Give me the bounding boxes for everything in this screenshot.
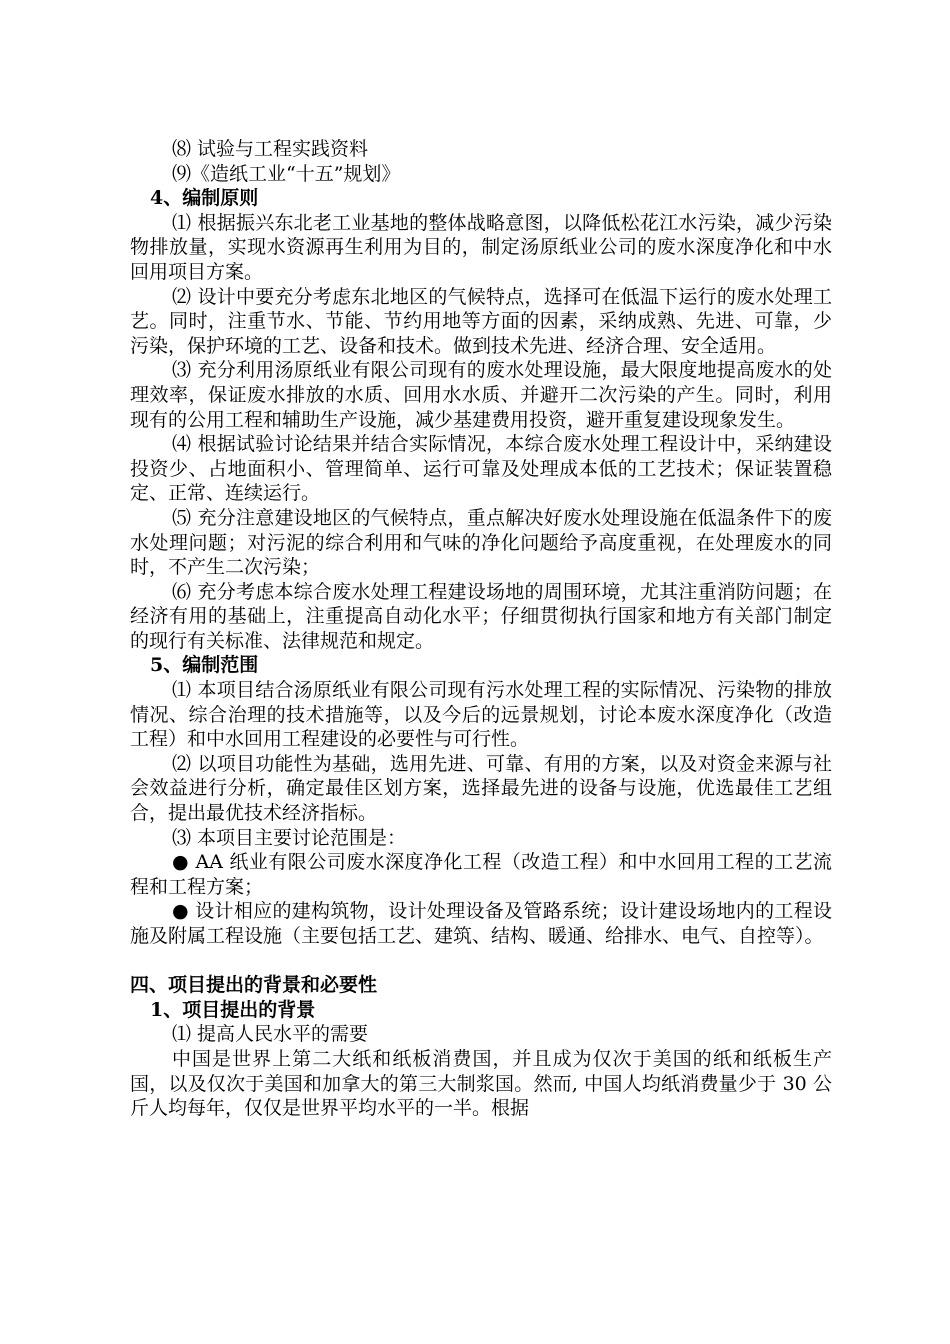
section-heading: 4、编制原则 <box>150 187 259 210</box>
paragraph: ⑶ 充分利用汤原纸业有限公司现有的废水处理设施，最大限度地提高废水的处理效率，保证废水排放的水质、回用水水质、并避开二次污染的产生。同时，利用现有的公用工程和辅助生产设施，减少基建费用投资，避开重复建设现象发生。 <box>130 359 832 431</box>
paragraph: ⑴ 根据振兴东北老工业基地的整体战略意图，以降低松花江水污染，减少污染物排放量，实现水资源再生利用为目的，制定汤原纸业公司的废水深度净化和中水回用项目方案。 <box>130 211 832 283</box>
section-heading: 5、编制范围 <box>150 654 259 677</box>
list-item: ⑻ 试验与工程实践资料 <box>172 138 369 160</box>
section-heading: 1、项目提出的背景 <box>150 998 316 1021</box>
paragraph: ⑵ 以项目功能性为基础，选用先进、可靠、有用的方案，以及对资金来源与社会效益进行分析，确定最佳区划方案，选择最先进的设备与设施，优选最佳工艺组合，提出最优技术经济指标。 <box>130 752 832 825</box>
spacer <box>130 949 832 974</box>
paragraph: ⑴ 本项目结合汤原纸业有限公司现有污水处理工程的实际情况、污染物的排放情况、综合治理的技术措施等，以及今后的远景规划，讨论本废水深度净化（改造工程）和中水回用工程建设的必要性与可行性。 <box>130 679 832 751</box>
chapter-heading: 四、项目提出的背景和必要性 <box>130 974 378 997</box>
list-item: ⑼《造纸工业“十五”规划》 <box>172 162 401 185</box>
bullet-item: ● 设计相应的建构筑物，设计处理设备及管路系统；设计建设场地内的工程设施及附属工程设施（主要包括工艺、建筑、结构、暖通、给排水、电气、自控等）。 <box>130 900 832 947</box>
paragraph: ⑹ 充分考虑本综合废水处理工程建设场地的周围环境，尤其注重消防问题；在经济有用的基础上，注重提高自动化水平；仔细贯彻执行国家和地方有关部门制定的现行有关标准、法律规范和规定。 <box>130 580 832 652</box>
paragraph: ⑸ 充分注意建设地区的气候特点，重点解决好废水处理设施在低温条件下的废水处理问题；对污泥的综合利用和气味的净化问题给予高度重视，在处理废水的同时，不产生二次污染； <box>130 506 832 579</box>
bullet-item: ● AA 纸业有限公司废水深度净化工程（改造工程）和中水回用工程的工艺流程和工程方案； <box>130 851 832 898</box>
paragraph: ⑷ 根据试验讨论结果并结合实际情况，本综合废水处理工程设计中，采纳建设投资少、占地面积小、管理简单、运行可靠及处理成本低的工艺技术；保证装置稳定、正常、连续运行。 <box>130 433 832 505</box>
document-body <box>130 137 832 1121</box>
paragraph: ⑵ 设计中要充分考虑东北地区的气候特点，选择可在低温下运行的废水处理工艺。同时，注重节水、节能、节约用地等方面的因素，采纳成熟、先进、可靠，少污染，保护环境的工艺、设备和技术。做到技术先进、经济合理、安全适用。 <box>130 285 832 357</box>
list-item: ⑴ 提高人民水平的需要 <box>172 1023 369 1046</box>
paragraph: ⑶ 本项目主要讨论范围是： <box>172 826 407 849</box>
paragraph: 中国是世界上第二大纸和纸板消费国，并且成为仅次于美国的纸和纸板生产国，以及仅次于美国和加拿大的第三大制浆国。然而, 中国人均纸消费量少于 30 公斤人均每年，仅仅是世界平均水平的一半。根据 <box>130 1047 832 1120</box>
